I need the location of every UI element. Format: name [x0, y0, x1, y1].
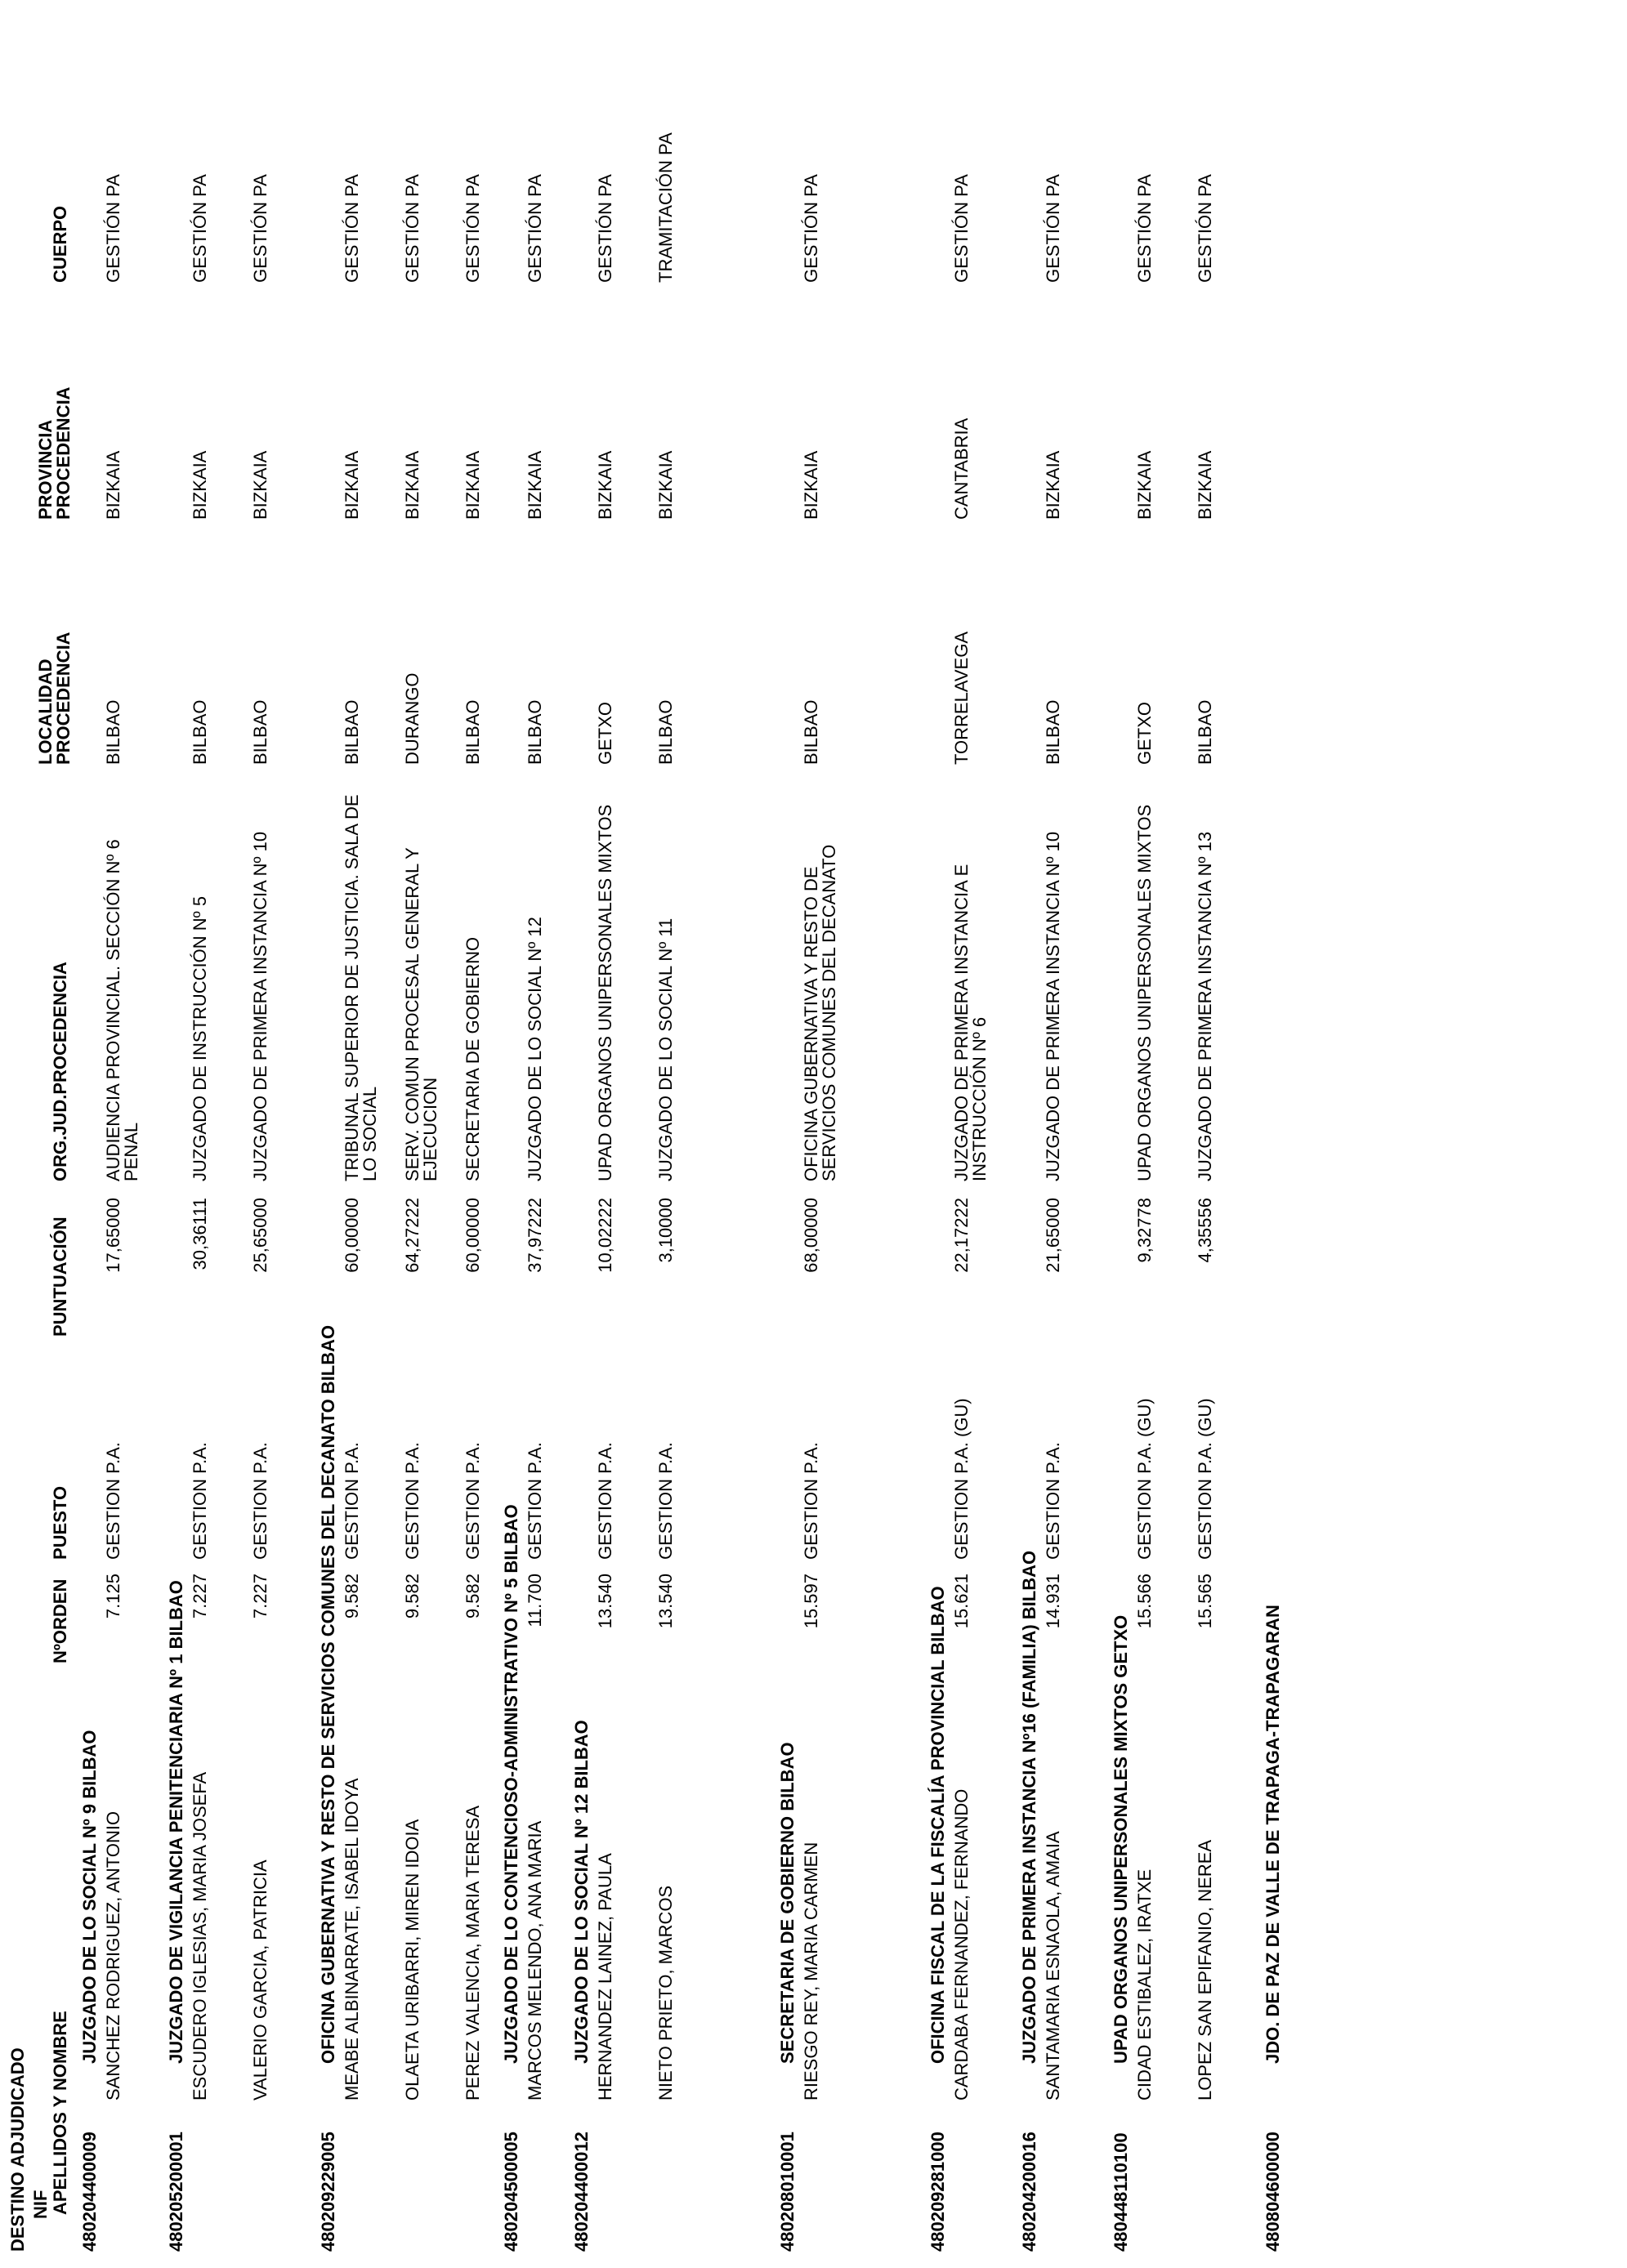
table-row — [1136, 29, 1196, 2252]
cell-puntuacion: 4,35556 — [1195, 1198, 1215, 1263]
destination-code: 480209229005 — [318, 2132, 338, 2252]
cell-localidad: BILBAO — [525, 699, 545, 765]
cell-puntuacion: 25,65000 — [250, 1198, 270, 1273]
cell-nombre: RIESGO REY, MARIA CARMEN — [801, 1842, 821, 2101]
cell-localidad: BILBAO — [655, 699, 676, 765]
cell-orden: 13.540 — [595, 1574, 615, 1629]
destination-name: JUZGADO DE LO CONTENCIOSO-ADMINISTRATIVO Nº 5 BILBAO — [501, 1504, 521, 2064]
destination-name: OFICINA FISCAL DE LA FISCALÍA PROVINCIAL BILBAO — [927, 1586, 948, 2064]
cell-orden: 13.540 — [655, 1574, 676, 1629]
cell-provincia: BIZKAIA — [595, 450, 615, 520]
table-row — [597, 29, 657, 2252]
cell-localidad: BILBAO — [103, 699, 123, 765]
cell-provincia: BIZKAIA — [402, 450, 422, 520]
cell-orden: 14.931 — [1043, 1574, 1063, 1629]
cell-organo: JUZGADO DE INSTRUCCIÓN Nº 5 — [190, 895, 210, 1181]
cell-cuerpo: GESTIÓN PA — [103, 174, 123, 283]
cell-nombre: MARCOS MELENDO, ANA MARIA — [525, 1820, 545, 2101]
cell-nombre: CARDABA FERNANDEZ, FERNANDO — [951, 1788, 972, 2101]
cell-orden: 7.227 — [250, 1574, 270, 1619]
cell-puesto: GESTION P.A. — [103, 1442, 123, 1560]
cell-orden: 7.125 — [103, 1574, 123, 1619]
table-row — [105, 29, 160, 2252]
cell-puesto: GESTION P.A. — [1043, 1442, 1063, 1560]
cell-puntuacion: 68,00000 — [801, 1198, 821, 1273]
cell-puntuacion: 17,65000 — [103, 1198, 123, 1273]
cell-cuerpo: GESTIÓN PA — [595, 174, 615, 283]
destination-header — [74, 29, 105, 2252]
table-row — [404, 29, 464, 2252]
cell-nombre: HERNANDEZ LAINEZ, PAULA — [595, 1853, 615, 2101]
destination-header — [771, 29, 802, 2252]
cell-cuerpo: GESTIÓN PA — [190, 174, 210, 283]
destination-header — [1257, 29, 1288, 2252]
destination-header — [160, 29, 191, 2252]
destination-code: 480204400009 — [79, 2132, 100, 2252]
header-localidad-line2: PROCEDENCIA — [53, 632, 74, 765]
cell-cuerpo: GESTIÓN PA — [463, 174, 483, 283]
table-row — [191, 29, 252, 2252]
table-row — [252, 29, 312, 2252]
table-row — [802, 29, 922, 2252]
cell-nombre: VALERIO GARCIA, PATRICIA — [250, 1859, 270, 2101]
cell-puntuacion: 21,65000 — [1043, 1198, 1063, 1273]
destination-name: JDO. DE PAZ DE VALLE DE TRAPAGA-TRAPAGARAN — [1263, 1605, 1283, 2064]
cell-provincia: BIZKAIA — [190, 450, 210, 520]
cell-localidad: BILBAO — [1195, 699, 1215, 765]
destination-name: JUZGADO DE LO SOCIAL Nº 9 BILBAO — [79, 1730, 100, 2064]
cell-nombre: NIETO PRIETO, MARCOS — [655, 1885, 676, 2101]
cell-provincia: BIZKAIA — [342, 450, 362, 520]
cell-organo: UPAD ORGANOS UNIPERSONALES MIXTOS — [595, 804, 615, 1181]
cell-localidad: BILBAO — [463, 699, 483, 765]
cell-cuerpo: GESTIÓN PA — [525, 174, 545, 283]
header-nif: NIF — [30, 2190, 51, 2219]
cell-puntuacion: 37,97222 — [525, 1198, 545, 1273]
cell-localidad: BILBAO — [342, 699, 362, 765]
cell-cuerpo: GESTIÓN PA — [1134, 174, 1155, 283]
cell-puesto: GESTION P.A. — [525, 1442, 545, 1560]
cell-puesto: GESTION P.A. — [342, 1442, 362, 1560]
cell-cuerpo: GESTIÓN PA — [250, 174, 270, 283]
destination-code: 480204500005 — [501, 2132, 521, 2252]
cell-puesto: GESTION P.A. — [801, 1442, 821, 1560]
cell-localidad: BILBAO — [801, 699, 821, 765]
cell-provincia: BIZKAIA — [801, 450, 821, 520]
cell-orden: 9.582 — [342, 1574, 362, 1619]
cell-cuerpo: GESTIÓN PA — [402, 174, 422, 283]
cell-orden: 11.700 — [525, 1574, 545, 1627]
table-row — [1044, 29, 1105, 2252]
cell-organo: AUDIENCIA PROVINCIAL. SECCIÓN Nº 6 PENAL — [103, 839, 141, 1181]
destination-header — [495, 29, 526, 2252]
cell-organo: TRIBUNAL SUPERIOR DE JUSTICIA. SALA DE LO SOCIAL — [342, 794, 380, 1181]
cell-nombre: ESCUDERO IGLESIAS, MARIA JOSEFA — [190, 1771, 210, 2101]
header-cuerpo: CUERPO — [50, 205, 70, 283]
cell-localidad: BILBAO — [190, 699, 210, 765]
cell-provincia: BIZKAIA — [655, 450, 676, 520]
cell-nombre: SANTAMARIA ESNAOLA, AMAIA — [1043, 1831, 1063, 2101]
cell-nombre: SANCHEZ RODRIGUEZ, ANTONIO — [103, 1810, 123, 2101]
cell-organo: JUZGADO DE LO SOCIAL Nº 12 — [525, 917, 545, 1181]
cell-orden: 15.597 — [801, 1574, 821, 1629]
cell-localidad: GETXO — [595, 701, 615, 765]
cell-puesto: GESTION P.A. — [463, 1442, 483, 1560]
cell-localidad: GETXO — [1134, 701, 1155, 765]
table-row — [343, 29, 404, 2252]
table-row — [657, 29, 771, 2252]
destination-header — [312, 29, 343, 2252]
destination-code: 480205200001 — [166, 2132, 186, 2252]
cell-puesto: GESTION P.A. — [595, 1442, 615, 1560]
cell-puesto: GESTION P.A. (GU) — [1195, 1398, 1215, 1560]
cell-cuerpo: GESTIÓN PA — [1195, 174, 1215, 283]
cell-provincia: BIZKAIA — [463, 450, 483, 520]
cell-puntuacion: 9,32778 — [1134, 1198, 1155, 1263]
cell-puesto: GESTION P.A. — [250, 1442, 270, 1560]
destination-code: 480204200016 — [1019, 2132, 1039, 2252]
cell-puntuacion: 60,00000 — [342, 1198, 362, 1273]
table-row — [526, 29, 565, 2252]
cell-nombre: PEREZ VALENCIA, MARIA TERESA — [463, 1805, 483, 2101]
cell-provincia: BIZKAIA — [1195, 450, 1215, 520]
header-organo: ORG.JUD.PROCEDENCIA — [50, 962, 70, 1181]
header-nombre: APELLIDOS Y NOMBRE — [50, 2011, 70, 2215]
cell-provincia: BIZKAIA — [1134, 450, 1155, 520]
cell-orden: 9.582 — [402, 1574, 422, 1619]
cell-localidad: TORRELAVEGA — [951, 631, 972, 765]
cell-organo: JUZGADO DE PRIMERA INSTANCIA Nº 10 — [1043, 831, 1063, 1181]
cell-cuerpo: GESTIÓN PA — [1043, 174, 1063, 283]
cell-puntuacion: 22,17222 — [951, 1198, 972, 1273]
page-title: DESTINO ADJUDICADO — [7, 2047, 28, 2252]
table-body — [74, 29, 1288, 2252]
cell-organo: JUZGADO DE LO SOCIAL Nº 11 — [655, 917, 676, 1181]
cell-puesto: GESTION P.A. (GU) — [951, 1398, 972, 1560]
cell-localidad: DURANGO — [402, 672, 422, 765]
destination-header — [1105, 29, 1136, 2252]
cell-puntuacion: 60,00000 — [463, 1198, 483, 1273]
destination-name: JUZGADO DE LO SOCIAL Nº 12 BILBAO — [571, 1720, 592, 2064]
destination-name: SECRETARIA DE GOBIERNO BILBAO — [777, 1742, 798, 2064]
cell-provincia: BIZKAIA — [103, 450, 123, 520]
cell-organo: JUZGADO DE PRIMERA INSTANCIA E INSTRUCCIÓN Nº 6 — [951, 864, 990, 1181]
cell-cuerpo: TRAMITACIÓN PA — [655, 132, 676, 283]
cell-puntuacion: 64,27222 — [402, 1198, 422, 1273]
cell-nombre: MEABE ALBINARRATE, ISABEL IDOYA — [342, 1778, 362, 2101]
cell-orden: 15.566 — [1134, 1574, 1155, 1629]
cell-organo: UPAD ORGANOS UNIPERSONALES MIXTOS — [1134, 804, 1155, 1181]
cell-organo: JUZGADO DE PRIMERA INSTANCIA Nº 13 — [1195, 831, 1215, 1181]
cell-puesto: GESTION P.A. — [655, 1442, 676, 1560]
cell-puntuacion: 30,36111 — [190, 1198, 210, 1270]
cell-puesto: GESTION P.A. (GU) — [1134, 1398, 1155, 1560]
destination-name: JUZGADO DE PRIMERA INSTANCIA Nº16 (FAMILIA) BILBAO — [1019, 1550, 1039, 2064]
destination-header — [922, 29, 953, 2252]
cell-provincia: CANTABRIA — [951, 417, 972, 520]
cell-organo: JUZGADO DE PRIMERA INSTANCIA Nº 10 — [250, 831, 270, 1181]
destination-code: 480208010001 — [777, 2132, 798, 2252]
cell-puesto: GESTION P.A. — [190, 1442, 210, 1560]
cell-organo: SERV. COMUN PROCESAL GENERAL Y EJECUCION — [402, 847, 440, 1181]
destination-name: OFICINA GUBERNATIVA Y RESTO DE SERVICIOS COMUNES DEL DECANATO BILBAO — [318, 1324, 338, 2064]
cell-localidad: BILBAO — [1043, 699, 1063, 765]
cell-localidad: BILBAO — [250, 699, 270, 765]
destination-header — [565, 29, 597, 2252]
cell-puntuacion: 10,02222 — [595, 1198, 615, 1273]
destination-header — [1013, 29, 1044, 2252]
header-provincia-line1: PROVINCIA — [35, 419, 56, 520]
cell-orden: 15.621 — [951, 1574, 972, 1629]
cell-nombre: OLAETA URIBARRI, MIREN IDOIA — [402, 1819, 422, 2101]
cell-cuerpo: GESTIÓN PA — [951, 174, 972, 283]
cell-nombre: LOPEZ SAN EPIFANIO, NEREA — [1195, 1839, 1215, 2101]
destination-name: JUZGADO DE VIGILANCIA PENITENCIARIA Nº 1 BILBAO — [166, 1580, 186, 2064]
table-row — [953, 29, 1013, 2252]
cell-orden: 9.582 — [463, 1574, 483, 1619]
cell-nombre: CIDAD ESTIBALEZ, IRATXE — [1134, 1868, 1155, 2101]
header-localidad-line1: LOCALIDAD — [35, 659, 56, 765]
cell-cuerpo: GESTIÓN PA — [342, 174, 362, 283]
destination-code: 480209281000 — [927, 2132, 948, 2252]
destination-code: 480204400012 — [571, 2132, 592, 2252]
cell-puesto: GESTION P.A. — [402, 1442, 422, 1560]
destination-code: 480804600000 — [1263, 2132, 1283, 2252]
table-row — [464, 29, 495, 2252]
destination-code: 480448110100 — [1111, 2132, 1131, 2252]
cell-orden: 15.565 — [1195, 1574, 1215, 1629]
header-puntuacion: PUNTUACIÓN — [50, 1217, 70, 1337]
header-provincia-line2: PROCEDENCIA — [53, 386, 74, 520]
cell-puntuacion: 3,10000 — [655, 1198, 676, 1263]
cell-provincia: BIZKAIA — [525, 450, 545, 520]
cell-orden: 7.227 — [190, 1574, 210, 1619]
table-header — [31, 29, 80, 2252]
cell-organo: OFICINA GUBERNATIVA Y RESTO DE SERVICIOS COMUNES DEL DECANATO — [801, 844, 839, 1181]
header-orden: NºORDEN — [50, 1578, 70, 1663]
cell-provincia: BIZKAIA — [250, 450, 270, 520]
cell-provincia: BIZKAIA — [1043, 450, 1063, 520]
cell-organo: SECRETARIA DE GOBIERNO — [463, 936, 483, 1181]
destination-name: UPAD ORGANOS UNIPERSONALES MIXTOS GETXO — [1111, 1614, 1131, 2064]
table-row — [1196, 29, 1257, 2252]
header-puesto: PUESTO — [50, 1485, 70, 1560]
cell-cuerpo: GESTIÓN PA — [801, 174, 821, 283]
